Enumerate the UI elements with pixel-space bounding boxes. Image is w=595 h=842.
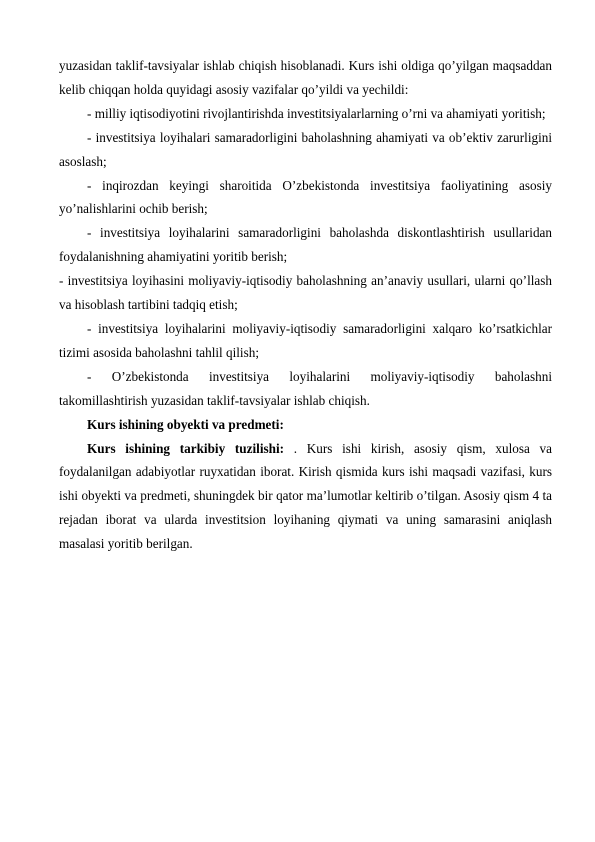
paragraph-structure [59,437,552,557]
list-item-task-3: - inqirozdan keyingi sharoitida O’zbekistonda investitsiya faoliyatining asosiy yo’nalishlarini ochib berish; [59,177,552,217]
list-item-task-7: - O’zbekistonda investitsiya loyihalarini moliyaviy-iqtisodiy baholashni takomillashtirish yuzasidan taklif-tavsiyalar ishlab chiqish. [59,368,552,408]
structure-text: . Kurs ishi kirish, asosiy qism, xulosa va foydalanilgan adabiyotlar ruyxatidan iborat. Kirish qismida kurs ishi maqsadi vazifasi, kurs ishi obyekti va predmeti, shuningdek bir qator ma’lumotlar keltirib o’tilgan. Asosiy qism 4 ta rejadan iborat va ularda investitsion loyihaning qiymati va uning samarasini aniqlash masalasi yoritib berilgan. [59,440,552,552]
list-item-task-6: - investitsiya loyihalarini moliyaviy-iqtisodiy samaradorligini xalqaro ko’rsatkichlar tizimi asosida baholashni tahlil qilish; [59,320,552,360]
list-item-task-2: - investitsiya loyihalari samaradorligini baholashning ahamiyati va ob’ektiv zarurligini asoslash; [59,129,552,169]
list-item-task-5: - investitsiya loyihasini moliyaviy-iqtisodiy baholashning an’anaviy usullari, ularni qo’llash va hisoblash tartibini tadqiq etish; [59,273,552,313]
list-item-task-1: - milliy iqtisodiyotini rivojlantirishda investitsiyalarlarning o’rni va ahamiyati yoritish; [87,105,546,121]
structure-label: Kurs ishining tarkibiy tuzilishi: [87,440,285,456]
document-body [59,54,552,556]
paragraph-intro: yuzasidan taklif-tavsiyalar ishlab chiqish hisoblanadi. Kurs ishi oldiga qo’yilgan maqsaddan kelib chiqqan holda quyidagi asosiy vazifalar qo’yildi va yechildi: [59,58,552,97]
section-heading-object: Kurs ishining obyekti va predmeti: [87,416,284,432]
list-item-task-4: - investitsiya loyihalarini samaradorligini baholashda diskontlashtirish usullaridan foydalanishning ahamiyatini yoritib berish; [59,225,552,265]
